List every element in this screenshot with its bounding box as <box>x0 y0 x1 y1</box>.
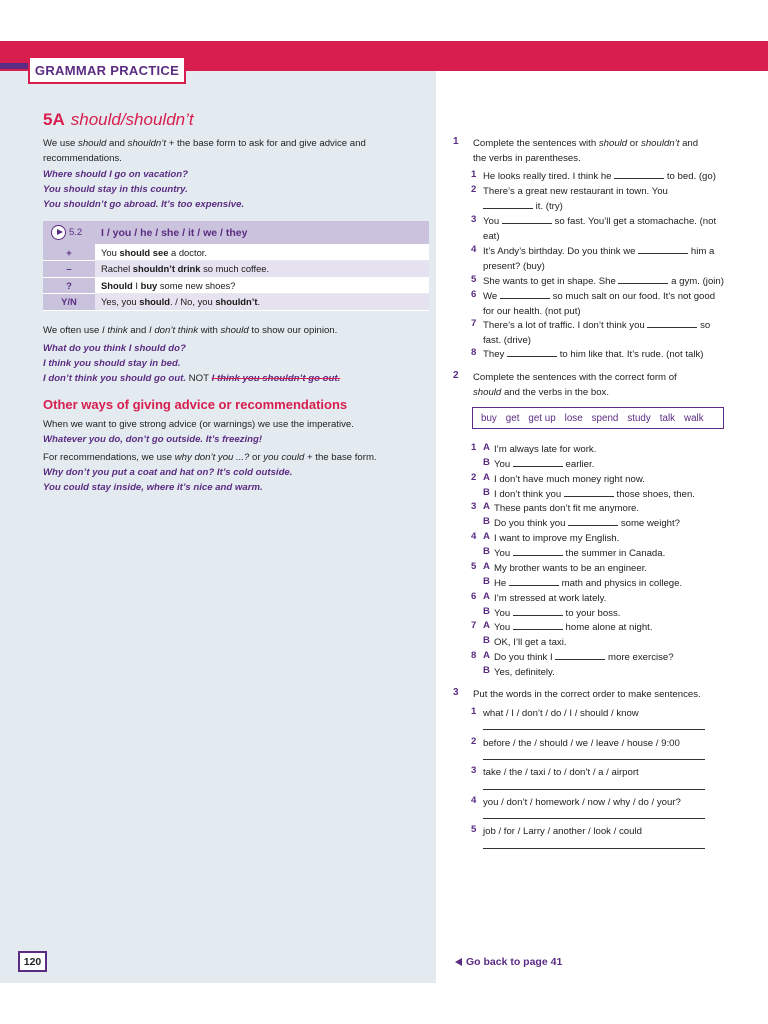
page-number: 120 <box>18 951 47 972</box>
word-option: buy <box>481 412 497 424</box>
dialogue-line: You earlier. <box>494 459 595 470</box>
table-row: – Rachel shouldn’t drink so much coffee. <box>43 261 429 278</box>
answer-line[interactable] <box>483 848 705 849</box>
word-option: spend <box>591 412 619 424</box>
exercise-item: take / the / taxi / to / don’t / a / airport <box>483 767 639 778</box>
word-option: get <box>505 412 520 424</box>
exercise-item: You so fast. You’ll get a stomachache. (not eat) <box>483 216 717 242</box>
dialogue-line: You the summer in Canada. <box>494 548 666 559</box>
dialogue-line: I’m always late for work. <box>494 444 597 455</box>
word-option: study <box>627 412 651 424</box>
page: GRAMMAR PRACTICE 5A should/shouldn’t We use should and shouldn’t + the base form to ask for and give advice and recommendations. Where should I go on vacation? You should stay in this country. You shouldn’t go abroad. It’s too expensive. 5.2 I / you / he / she / it / we / they + You should see a doctor. – Rachel shouldn’t drink so much coffee. ? Should I buy some new shoes? Y/N Yes, you should. / No, you shouldn’t. We often use I think and I don’t think with should to show our opinion. What do you think I should do? I think you should stay in bed. I don’t think you should go out. NOT I think you shouldn’t go out. Other ways of giving advice or recommendations When we want to give strong advice (or warnings) we use the imperative. Whatever you do, don’t go outside. It’s freezing! For recommendations, we use why don’t you ...? or you could + the base form. Why don’t you put a coat and hat on? It’s cold outside. You could stay inside, where it’s nice and warm. 1 Complete the sentences with should or shouldn’t and the verbs in parentheses. 1 He looks really tired. I think he to bed. (go) 2 There’s a great new restaurant in town. You it. (try) 3 You so fast. You’ll get a stomachache. (not eat) 4 It’s Andy’s birthday. Do you think we him a present? (buy) 5 She wants to get in shape. She a gym. (join) 6 We so much salt on our food. It’s not good for our health. (not put) 7 There’s a lot of traffic. I don’t think you so fast. (drive) 8 They to him like that. It’s rude. (not talk) 2 Complete the sentences with the correct form of should and the verbs in the box. buy get get up lose spend study talk walk 1 A I’m always late for work. B You earlier. 2 A I don’t have much money right now. B I don’t think you those shoes, then. 3 A These pants don’t fit me anymore. B Do you think you some weight? 4 A I want to improve my English. B You the summer in Canada. 5 A My brother wants to be an engineer. B He math and physics in college. 6 A I’m stressed at work lately. B You to your boss. 7 A You home alone at night. B OK, I’ll get a taxi. 8 A Do you think I more exercise? B Yes, definitely. 3 Put the words in the correct order to make sentences. 1 what / I / don’t / do / I / should / know 2 before / the / should / we / leave / house / 9:00 3 take / the / taxi / to / don’t / a / airport 4 you / don’t / homework / now / why / do / your? 5 job / for / Larry / another / look / could 120 Go back to page 41 <box>0 0 768 1024</box>
answer-blank[interactable] <box>638 245 688 254</box>
answer-blank[interactable] <box>555 651 605 660</box>
table-row: Y/N Yes, you should. / No, you shouldn’t. <box>43 294 429 311</box>
exercise-item: We so much salt on our food. It’s not good for our health. (not put) <box>483 291 716 317</box>
exercise-number: 1 <box>453 136 459 147</box>
answer-blank[interactable] <box>513 547 563 556</box>
dialogue-line: These pants don’t fit me anymore. <box>494 503 640 514</box>
exercise-1-instructions: Complete the sentences with should or shouldn’t and the verbs in parentheses. <box>473 138 699 164</box>
word-option: lose <box>564 412 583 424</box>
intro-example: You shouldn’t go abroad. It’s too expensive. <box>43 199 245 210</box>
exercise-item: They to him like that. It’s rude. (not talk) <box>483 349 704 360</box>
audio-track-number: 5.2 <box>69 227 83 238</box>
answer-blank[interactable] <box>483 200 533 209</box>
subheading-other-ways: Other ways of giving advice or recommendations <box>43 397 348 412</box>
intro-line-1: We use should and shouldn’t + the base form to ask for and give advice and <box>43 138 366 149</box>
answer-blank[interactable] <box>502 215 552 224</box>
grammar-table-header <box>43 221 429 244</box>
intro-text <box>43 136 431 166</box>
dialogue-line: I don’t think you those shoes, then. <box>494 489 695 500</box>
intro-examples <box>43 167 431 212</box>
dialogue-line: You to your boss. <box>494 608 621 619</box>
answer-line[interactable] <box>483 729 705 730</box>
word-option: walk <box>684 412 704 424</box>
answer-blank[interactable] <box>618 275 668 284</box>
exercise-2-instructions: Complete the sentences with the correct form of should and the verbs in the box. <box>473 372 677 398</box>
intro-example: You should stay in this country. <box>43 184 188 195</box>
dialogue-line: OK, I’ll get a taxi. <box>494 637 567 648</box>
answer-line[interactable] <box>483 818 705 819</box>
exercise-item: before / the / should / we / leave / house / 9:00 <box>483 738 680 749</box>
dialogue-line: My brother wants to be an engineer. <box>494 563 648 574</box>
answer-blank[interactable] <box>568 517 618 526</box>
dialogue-line: Do you think you some weight? <box>494 518 681 529</box>
answer-blank[interactable] <box>513 607 563 616</box>
exercise-item: He looks really tired. I think he to bed. (go) <box>483 171 716 182</box>
back-arrow-icon <box>455 958 462 966</box>
exercise-item: It’s Andy’s birthday. Do you think we him a present? (buy) <box>483 246 715 272</box>
word-option: get up <box>528 412 556 424</box>
answer-blank[interactable] <box>513 458 563 467</box>
intro-line-2: recommendations. <box>43 153 122 164</box>
other-examples: Why don’t you put a coat and hat on? It’s cold outside. You could stay inside, where it’s nice and warm. <box>43 467 293 493</box>
other-line-1: When we want to give strong advice (or warnings) we use the imperative. <box>43 419 354 430</box>
dialogue-line: I want to improve my English. <box>494 533 620 544</box>
dialogue-line: I don’t have much money right now. <box>494 474 645 485</box>
dialogue-line: He math and physics in college. <box>494 578 683 589</box>
answer-line[interactable] <box>483 759 705 760</box>
section-label: GRAMMAR PRACTICE <box>28 56 186 84</box>
answer-blank[interactable] <box>513 621 563 630</box>
word-box <box>472 407 724 429</box>
intro-example: Where should I go on vacation? <box>43 169 188 180</box>
dialogue-line: Yes, definitely. <box>494 667 555 678</box>
table-row: + You should see a doctor. <box>43 244 429 261</box>
opinion-examples: What do you think I should do? I think you should stay in bed. I don’t think you should go out. NOT I think you shouldn’t go out. <box>43 343 341 384</box>
exercise-item: you / don’t / homework / now / why / do / your? <box>483 797 681 808</box>
answer-blank[interactable] <box>564 488 614 497</box>
opinion-text: We often use I think and I don’t think with should to show our opinion. <box>43 325 338 336</box>
exercise-item: She wants to get in shape. She a gym. (join) <box>483 276 724 287</box>
answer-blank[interactable] <box>647 319 697 328</box>
exercise-number: 3 <box>453 687 459 698</box>
exercise-number: 2 <box>453 370 459 381</box>
go-back-link[interactable]: Go back to page 41 <box>455 956 562 968</box>
grammar-table <box>43 221 429 311</box>
exercise-item: There’s a great new restaurant in town. You it. (try) <box>483 186 668 212</box>
exercise-item: There’s a lot of traffic. I don’t think you so fast. (drive) <box>483 320 711 346</box>
answer-blank[interactable] <box>614 170 664 179</box>
other-line-2: For recommendations, we use why don’t you ...? or you could + the base form. <box>43 452 377 463</box>
exercise-item: what / I / don’t / do / I / should / know <box>483 708 639 719</box>
table-row: ? Should I buy some new shoes? <box>43 277 429 294</box>
answer-line[interactable] <box>483 789 705 790</box>
dialogue-line: You home alone at night. <box>494 622 653 633</box>
exercise-3-instructions: Put the words in the correct order to make sentences. <box>473 689 701 700</box>
answer-blank[interactable] <box>507 348 557 357</box>
other-example: Whatever you do, don’t go outside. It’s freezing! <box>43 434 263 445</box>
exercise-item: job / for / Larry / another / look / could <box>483 826 642 837</box>
answer-blank[interactable] <box>500 290 550 299</box>
section-title: 5A should/shouldn’t <box>43 110 194 129</box>
grammar-table-heading: I / you / he / she / it / we / they <box>101 226 248 239</box>
header-stripe <box>0 63 28 69</box>
dialogue-line: Do you think I more exercise? <box>494 652 674 663</box>
dialogue-line: I’m stressed at work lately. <box>494 593 607 604</box>
word-option: talk <box>659 412 676 424</box>
audio-play-icon[interactable] <box>51 225 66 240</box>
answer-blank[interactable] <box>509 577 559 586</box>
